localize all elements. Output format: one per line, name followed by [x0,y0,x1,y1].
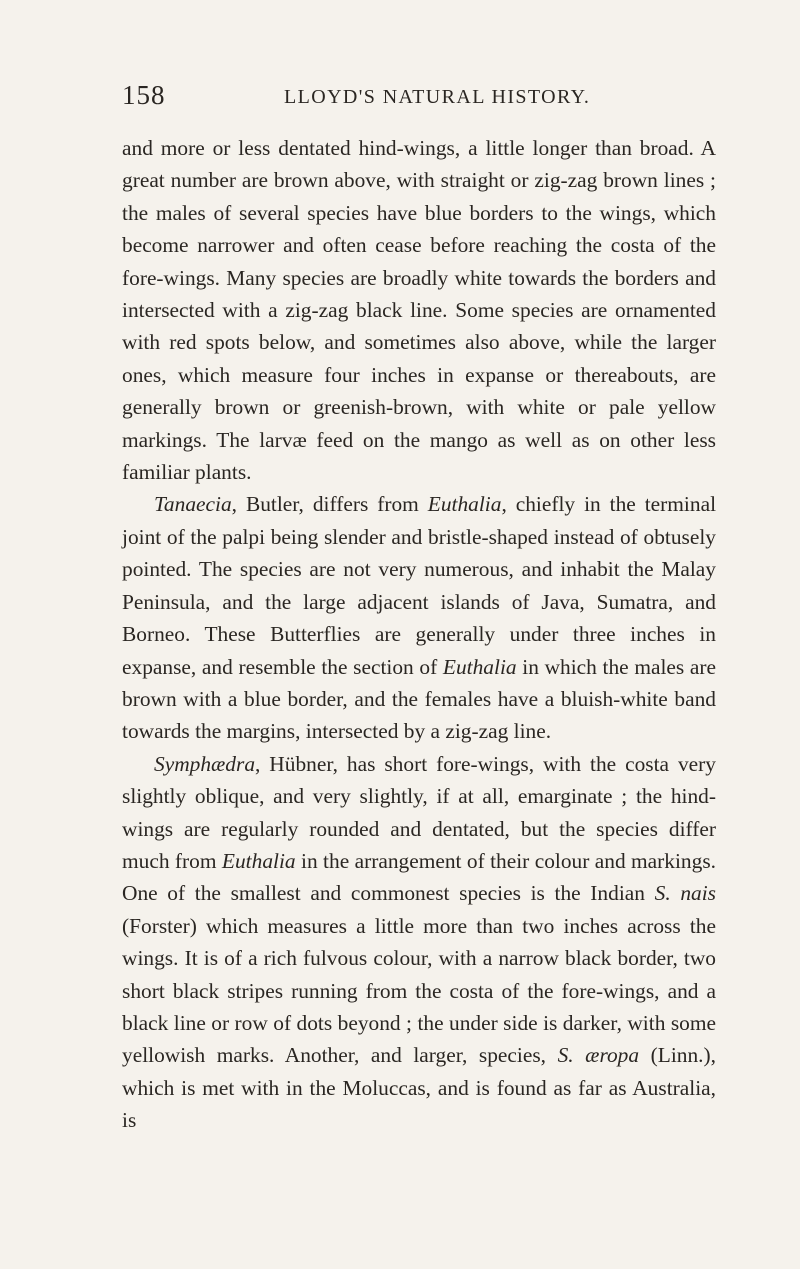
page-header [122,80,718,120]
italic-term: Tanaecia [154,492,232,517]
paragraph-1 [122,132,716,488]
italic-term: Euthalia [221,848,296,873]
italic-term: S. æropa [557,1043,640,1068]
italic-term: Symphædra [154,751,256,776]
text-run: , Hübner, has short fore-wings, with the costa very slightly oblique, and very slightly, if at all, emarginate ; the hind-wings are regularly rounded and dentated, but the species differ much from [122,751,716,873]
page-number: 158 [122,80,166,110]
text-run: (Forster) which measures a little more than two inches across the wings. It is of a rich fulvous colour, with a narrow black border, two short black stripes running from the costa of the fore-wings, and a black line or row of dots beyond ; the under side is darker, with some yellowish marks. Another, and larger, species, [122,913,716,1068]
italic-term: Euthalia [442,654,517,679]
text-run: , chiefly in the terminal joint of the palpi being slender and bristle-shaped instead of obtusely pointed. The species are not very numerous, and inhabit the Malay Peninsula, and the large adjacent islands of Java, Sumatra, and Borneo. These Butterflies are generally under three inches in expanse, and resemble the section of [122,492,717,679]
italic-term: S. nais [654,881,716,906]
text-run: , Butler, differs from [231,492,428,517]
paragraph-2 [122,488,716,747]
italic-term: Euthalia [427,492,502,517]
text-run: (Linn.), which is met with in the Moluccas, and is found as far as Australia, is [122,1043,716,1133]
paragraph-3 [122,748,716,1137]
text-run: in which the males are brown with a blue border, and the females have a bluish-white band towards the margins, intersected by a zig-zag line. [122,654,716,744]
body-text [122,132,716,1137]
running-head: LLOYD'S NATURAL HISTORY. [284,86,591,108]
text-run: and more or less dentated hind-wings, a little longer than broad. A great number are brown above, with straight or zig-zag brown lines ; the males of several species have blue borders to the wings, which become narrower and often cease before reaching the costa of the fore-wings. Many species are broadly white towards the borders and intersected with a zig-zag black line. Some species are ornamented with red spots below, and sometimes also above, while the larger ones, which measure four inches in expanse or thereabouts, are generally brown or greenish-brown, with white or pale yellow markings. The larvæ feed on the mango as well as on other less familiar plants. [122,136,716,485]
text-run: in the arrangement of their colour and markings. One of the smallest and commonest species is the Indian [122,848,716,906]
